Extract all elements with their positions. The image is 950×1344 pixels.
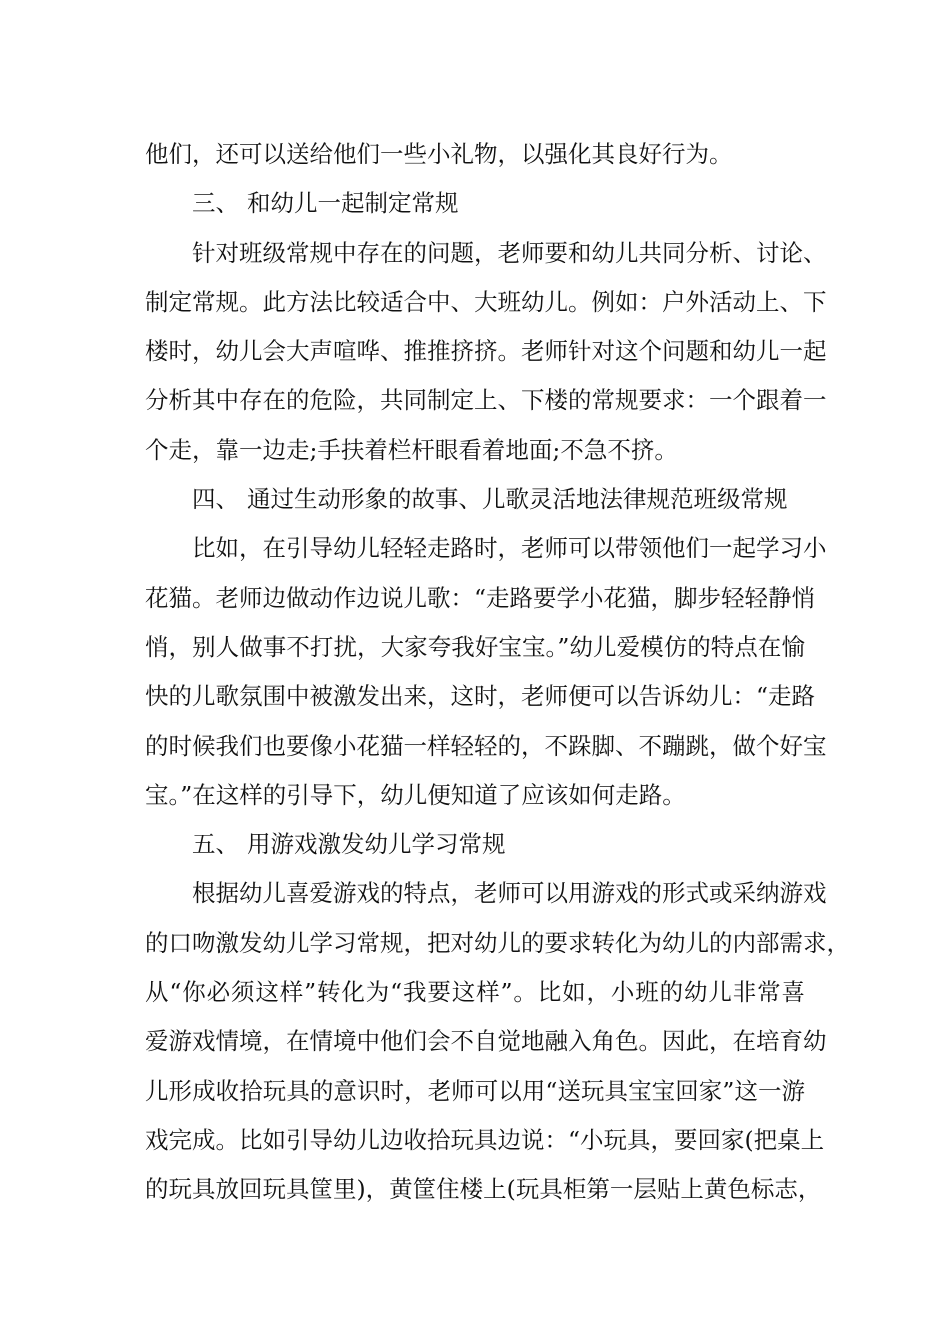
paragraph-line: 楼时，幼儿会大声喧哗、推推挤挤。老师针对这个问题和幼儿一起	[145, 337, 827, 366]
section-title: 用游戏激发幼儿学习常规	[247, 830, 506, 859]
paragraph-line: 分析其中存在的危险，共同制定上、下楼的常规要求：一个跟着一	[145, 386, 827, 415]
paragraph-line: 宝。”在这样的引导下，幼儿便知道了应该如何走路。	[145, 780, 686, 809]
section-heading-4	[145, 475, 805, 524]
section-number: 四、	[192, 485, 239, 514]
paragraph-line: 他们，还可以送给他们一些小礼物，以强化其良好行为。	[145, 140, 733, 168]
paragraph-line: 个走，靠一边走;手扶着栏杆眼看着地面;不急不挤。	[145, 435, 678, 464]
section-heading-3	[145, 179, 805, 228]
paragraph-line: 悄，别人做事不打扰，大家夸我好宝宝。”幼儿爱模仿的特点在愉	[145, 632, 805, 661]
paragraph-line: 花猫。老师边做动作边说儿歌：“走路要学小花猫，脚步轻轻静悄	[145, 583, 816, 612]
paragraph-line: 针对班级常规中存在的问题，老师要和幼儿共同分析、讨论、	[192, 238, 827, 267]
paragraph-line: 快的儿歌氛围中被激发出来，这时，老师便可以告诉幼儿：“走路	[145, 682, 816, 711]
paragraph-line: 比如，在引导幼儿轻轻走路时，老师可以带领他们一起学习小	[192, 534, 827, 563]
paragraph-line: 爱游戏情境，在情境中他们会不自觉地融入角色。因此，在培育幼	[145, 1027, 827, 1056]
paragraph-line: 根据幼儿喜爱游戏的特点，老师可以用游戏的形式或采纳游戏	[192, 879, 827, 908]
section-heading-5	[145, 820, 805, 869]
paragraph-line: 戏完成。比如引导幼儿边收拾玩具边说：“小玩具，要回家(把桌上	[145, 1125, 825, 1154]
body-text	[145, 130, 850, 1215]
paragraph-line: 制定常规。此方法比较适合中、大班幼儿。例如：户外活动上、下	[145, 287, 827, 316]
section-title: 和幼儿一起制定常规	[247, 189, 459, 218]
section-number: 三、	[192, 189, 239, 218]
paragraph-line: 儿形成收拾玩具的意识时，老师可以用“送玩具宝宝回家”这一游	[145, 1076, 805, 1105]
paragraph-line: 从“你必须这样”转化为“我要这样”。比如，小班的幼儿非常喜	[145, 978, 805, 1007]
section-number: 五、	[192, 830, 239, 859]
paragraph-line: 的时候我们也要像小花猫一样轻轻的，不跺脚、不蹦跳，做个好宝	[145, 731, 827, 760]
paragraph-line: 的口吻激发幼儿学习常规，把对幼儿的要求转化为幼儿的内部需求，	[145, 928, 850, 957]
paragraph-line: 的玩具放回玩具筐里)，黄筐住楼上(玩具柜第一层贴上黄色标志，	[145, 1175, 822, 1204]
section-title: 通过生动形象的故事、儿歌灵活地法律规范班级常规	[247, 485, 788, 514]
